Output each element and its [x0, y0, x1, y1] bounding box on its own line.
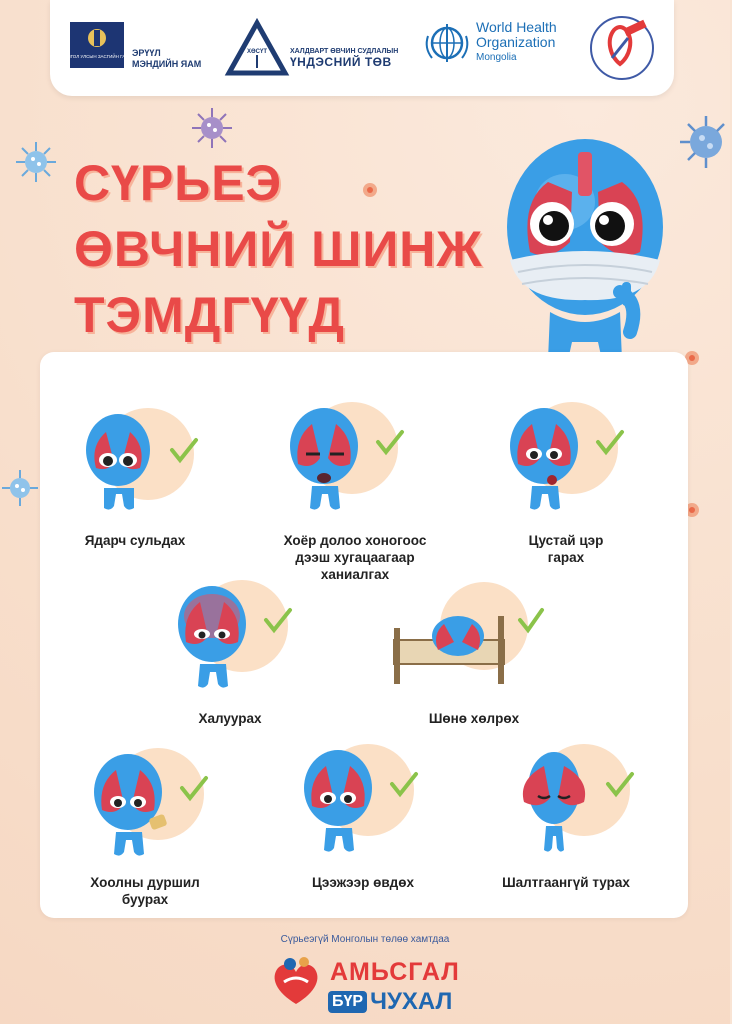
poster-title [74, 150, 483, 348]
title-line2: ӨВЧНИЙ ШИНЖ [74, 221, 483, 277]
symptom-8-illustration [514, 740, 644, 865]
symptom-6-label [70, 874, 220, 908]
symptom-label-line: Халуурах [198, 711, 262, 726]
symptom-label-line: дээш хугацаагаар [295, 550, 415, 565]
red-ribbon-badge-icon [590, 16, 654, 80]
ncid-top-line: ХАЛДВАРТ ӨВЧИН СУДЛАЛЫН [290, 48, 399, 55]
ncid-logo-text [290, 48, 398, 69]
footer-tagline: Сүрьеэгүй Монголын төлөө хамтдаа [280, 934, 450, 945]
symptom-label-line: Шөнө хөлрөх [428, 711, 520, 726]
who-logo-text [476, 20, 557, 65]
title-line1: СҮРЬЕЭ [74, 155, 283, 211]
symptom-label-line: Цээжээр өвдөх [312, 875, 414, 890]
ministry-line2: МЭНДИЙН ЯАМ [132, 59, 202, 69]
symptom-label-line: Хоёр долоо хоногоос [283, 533, 427, 548]
symptom-1-label [60, 532, 210, 549]
brand-line2-wrap [328, 988, 452, 1016]
symptom-label-line: Ядарч сульдах [84, 533, 186, 548]
symptom-label-line: буурах [121, 892, 169, 907]
symptom-label-line: Хоолны дуршил [90, 875, 200, 890]
symptom-4-illustration [172, 576, 302, 701]
virus-icon [0, 468, 40, 513]
ncid-tri-text: ХӨСҮТ [246, 49, 268, 55]
symptom-3-label [496, 532, 636, 566]
brand-bur: БҮР [328, 991, 367, 1013]
symptom-7-illustration [298, 740, 428, 865]
symptom-2-illustration [284, 398, 414, 523]
symptom-4-label [160, 710, 300, 727]
who-line2: Organization [476, 34, 556, 50]
symptom-label-line: Цустай цэр [528, 533, 604, 548]
symptom-5-label [404, 710, 544, 727]
symptom-label-line: ханиалгах [320, 567, 390, 582]
virus-icon [14, 140, 58, 189]
ministry-logo-text [132, 48, 201, 70]
title-line3: ТЭМДГҮҮД [74, 287, 345, 343]
ncid-main-line: ҮНДЭСНИЙ ТӨВ [290, 55, 392, 69]
symptom-label-line: Шалтгаангүй турах [502, 875, 630, 890]
brand-line2: ЧУХАЛ [370, 988, 453, 1015]
symptom-6-illustration [88, 744, 218, 869]
symptom-5-illustration [388, 580, 548, 697]
logo-header [50, 0, 674, 96]
who-emblem-icon [422, 18, 472, 73]
virus-icon [190, 106, 234, 155]
symptom-1-illustration [80, 402, 210, 522]
who-line1: World Health [476, 19, 557, 35]
ministry-line1: ЭРҮҮЛ [132, 48, 161, 58]
brand-line1: АМЬСГАЛ [330, 958, 460, 986]
symptom-3-illustration [504, 398, 634, 523]
ncid-triangle-icon [226, 20, 288, 81]
symptom-8-label [478, 874, 654, 891]
who-line3: Mongolia [476, 52, 517, 63]
ministry-emblem-icon [60, 22, 134, 68]
campaign-logo-icon [266, 952, 326, 1017]
lung-mascot-illustration [490, 132, 680, 387]
symptom-7-label [288, 874, 438, 891]
emblem-caption: МОНГОЛ УЛСЫН ЗАСГИЙН ГАЗАР [60, 54, 134, 59]
virus-icon [676, 112, 732, 177]
symptom-label-line: гарах [547, 550, 585, 565]
